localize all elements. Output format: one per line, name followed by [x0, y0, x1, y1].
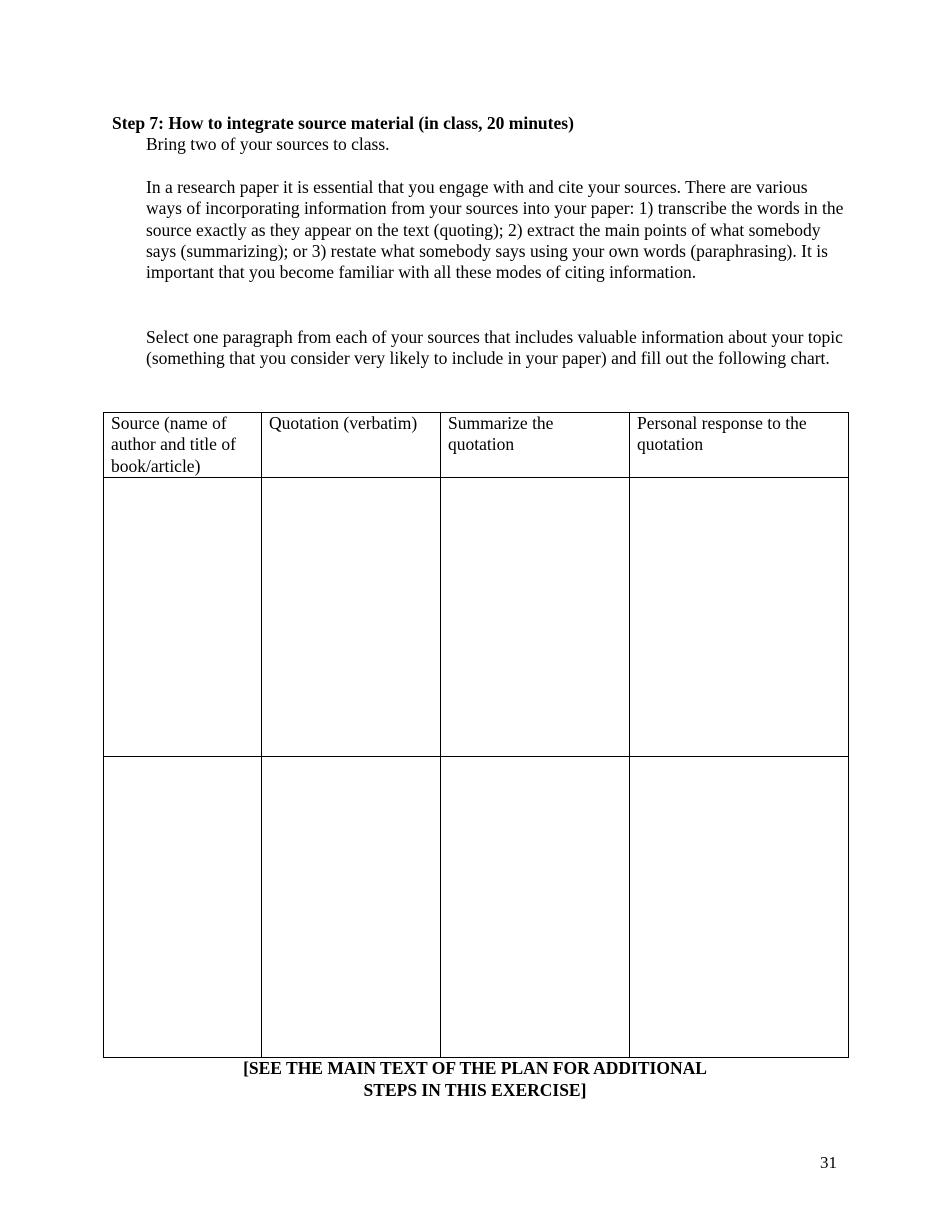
cell-source-1[interactable] [104, 478, 262, 757]
cell-summary-1[interactable] [441, 478, 630, 757]
bring-sources-instruction: Bring two of your sources to class. [146, 134, 390, 154]
table-row [104, 757, 849, 1058]
intro-paragraph: In a research paper it is essential that you engage with and cite your sources. There are various ways of incorporating information from your sources into your paper: 1) transcribe the words in the source exactly as they appear on the text (quoting); 2) extract the main points of what somebody says (summarizing); or 3) restate what somebody says using your own words (paraphrasing). It is important that you become familiar with all these modes of citing information. [146, 177, 844, 283]
cell-quotation-1[interactable] [262, 478, 441, 757]
header-quotation: Quotation (verbatim) [262, 413, 441, 478]
footer-note [0, 1057, 950, 1101]
cell-source-2[interactable] [104, 757, 262, 1058]
header-summary: Summarize the quotation [441, 413, 630, 478]
page-number: 31 [820, 1153, 837, 1172]
footer-note-line-1: [SEE THE MAIN TEXT OF THE PLAN FOR ADDITIONAL [243, 1058, 707, 1078]
table-header-row [104, 413, 849, 478]
header-source: Source (name of author and title of book/article) [104, 413, 262, 478]
cell-response-1[interactable] [630, 478, 849, 757]
footer-note-line-2: STEPS IN THIS EXERCISE] [363, 1080, 587, 1100]
citation-chart-table [103, 412, 849, 1058]
cell-response-2[interactable] [630, 757, 849, 1058]
table-row [104, 478, 849, 757]
cell-quotation-2[interactable] [262, 757, 441, 1058]
section-heading: Step 7: How to integrate source material (in class, 20 minutes) [112, 113, 574, 133]
cell-summary-2[interactable] [441, 757, 630, 1058]
header-personal-response: Personal response to the quotation [630, 413, 849, 478]
select-paragraph-instruction: Select one paragraph from each of your sources that includes valuable information about your topic (something that you consider very likely to include in your paper) and fill out the following chart. [146, 327, 843, 369]
